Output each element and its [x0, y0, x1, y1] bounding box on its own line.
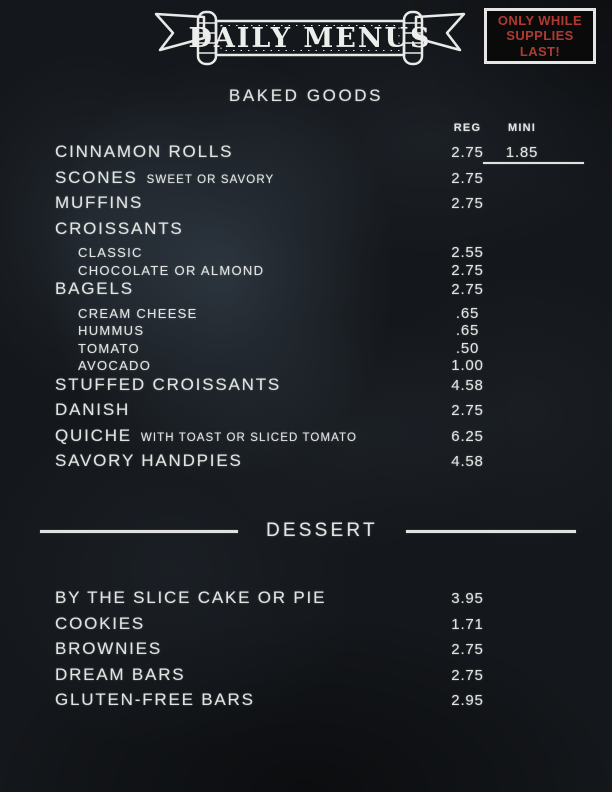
item-label: STUFFED CROISSANTS [55, 374, 282, 394]
item-price-reg: 1.00 [451, 357, 484, 374]
menu-item-row [55, 357, 549, 375]
divider-line-left [40, 530, 238, 533]
item-label-cell [78, 263, 440, 278]
menu-item-row [55, 305, 549, 323]
item-label-cell [78, 306, 440, 321]
item-label-cell [55, 665, 440, 685]
item-label-cell [55, 639, 440, 659]
item-label-cell [55, 279, 440, 299]
notice-line: ONLY WHILE [497, 12, 583, 28]
item-label: BAGELS [55, 279, 134, 298]
item-label: CROISSANTS [55, 218, 184, 238]
item-price-reg: 2.75 [451, 281, 484, 298]
item-price-reg: 2.75 [451, 169, 484, 187]
item-label: DREAM BARS [55, 664, 186, 684]
menu-item-row [55, 690, 549, 716]
item-label: CREAM CHEESE [78, 305, 198, 321]
item-label: MUFFINS [55, 193, 144, 212]
item-label-cell [55, 219, 440, 239]
item-label-cell [78, 341, 440, 356]
baked-goods-list [55, 142, 549, 477]
item-price-reg: 2.95 [451, 692, 484, 709]
item-price-reg: 2.75 [451, 641, 484, 658]
item-price-reg: 4.58 [451, 376, 484, 394]
supplies-notice-box [484, 8, 596, 64]
item-price-mini: 1.85 [505, 144, 539, 161]
menu-item-row [55, 375, 549, 401]
item-label-cell [55, 426, 440, 446]
item-label: DANISH [55, 400, 131, 419]
item-price-reg: 3.95 [451, 590, 484, 607]
section-heading-dessert: DESSERT [266, 520, 378, 541]
banner-title: DAILY MENUS [188, 23, 432, 54]
item-price-reg: 2.75 [451, 195, 484, 212]
item-price-reg: 6.25 [451, 427, 484, 445]
item-label-cell [78, 245, 440, 260]
item-price-reg: 2.75 [451, 402, 484, 419]
item-label-cell [55, 375, 440, 395]
dessert-section-divider [0, 520, 612, 542]
item-price-reg: .65 [455, 322, 480, 339]
item-sublabel: SWEET OR SAVORY [146, 173, 275, 186]
column-header-mini: MINI [507, 122, 537, 134]
menu-item-row [55, 614, 549, 640]
item-label-cell [55, 690, 440, 710]
item-label-cell [55, 614, 440, 634]
menu-item-row [55, 142, 549, 168]
menu-item-row [55, 262, 549, 280]
item-label-cell [55, 142, 440, 162]
item-label-cell [78, 323, 440, 338]
menu-item-row [55, 244, 549, 262]
item-price-reg: 2.75 [451, 666, 484, 684]
dessert-list [55, 588, 549, 716]
item-label: BY THE SLICE CAKE OR PIE [55, 588, 327, 607]
item-price-reg: 2.75 [451, 144, 484, 161]
item-label: HUMMUS [78, 323, 145, 338]
item-label: SAVORY HANDPIES [55, 451, 243, 470]
item-label: CINNAMON ROLLS [55, 142, 234, 161]
menu-item-row [55, 279, 549, 305]
item-label: BROWNIES [55, 639, 162, 658]
item-sublabel: WITH TOAST OR SLICED TOMATO [140, 431, 357, 444]
menu-item-row [55, 322, 549, 340]
item-label-cell [55, 400, 440, 420]
item-label-cell [55, 451, 440, 471]
item-label: SCONES [55, 167, 138, 187]
item-label-cell [78, 358, 440, 373]
item-label: CHOCOLATE OR ALMOND [78, 262, 265, 278]
item-label: TOMATO [78, 340, 140, 356]
notice-line: SUPPLIES [506, 28, 574, 44]
item-label: AVOCADO [78, 358, 152, 373]
menu-item-row [55, 340, 549, 358]
item-label-cell [55, 193, 440, 213]
item-price-reg: .65 [455, 304, 480, 322]
item-price-reg: 1.71 [451, 615, 484, 633]
divider-line-right [406, 530, 576, 533]
column-header-reg: REG [453, 122, 482, 134]
item-price-reg: 4.58 [451, 453, 484, 470]
menu-item-row [55, 665, 549, 691]
menu-item-row [55, 639, 549, 665]
notice-line: LAST! [519, 43, 561, 59]
item-label: GLUTEN-FREE BARS [55, 690, 255, 709]
menu-item-row [55, 219, 549, 245]
menu-item-row [55, 168, 549, 194]
item-label-cell [55, 168, 440, 188]
item-price-reg: 2.55 [451, 244, 484, 261]
menu-item-row [55, 451, 549, 477]
daily-menus-banner [150, 0, 470, 76]
menu-item-row [55, 400, 549, 426]
item-label: QUICHE [55, 425, 132, 445]
price-columns-header [55, 122, 549, 134]
item-label-cell [55, 588, 440, 608]
menu-item-row [55, 426, 549, 452]
menu-item-row [55, 588, 549, 614]
item-price-reg: .50 [455, 339, 480, 357]
item-label: CLASSIC [78, 245, 143, 260]
ribbon-banner-icon [150, 0, 470, 76]
item-price-reg: 2.75 [451, 261, 484, 279]
item-label: COOKIES [55, 613, 146, 633]
menu-item-row [55, 193, 549, 219]
section-heading-baked-goods: BAKED GOODS [228, 86, 384, 105]
